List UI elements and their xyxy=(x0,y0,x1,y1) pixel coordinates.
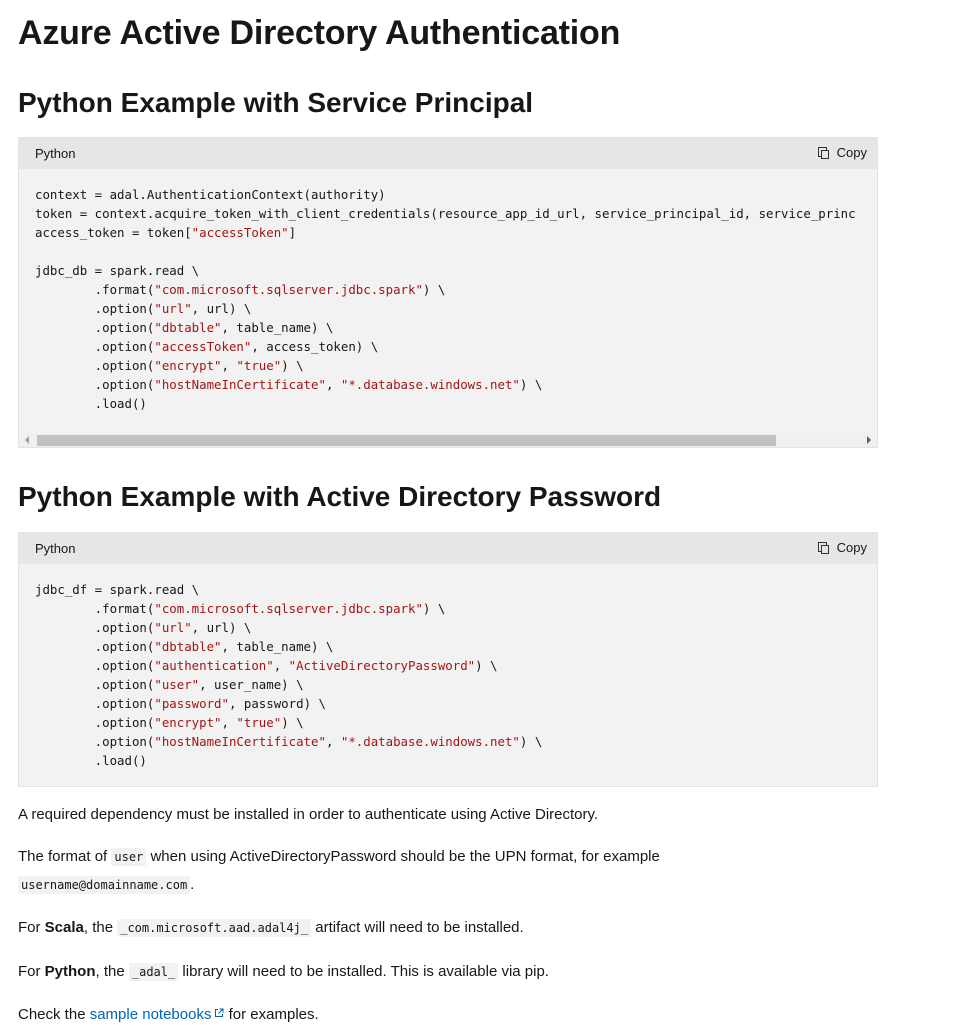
code-content xyxy=(19,169,877,413)
scroll-left-arrow-icon[interactable] xyxy=(25,436,29,444)
code-line xyxy=(35,696,326,711)
code-token: .option( xyxy=(35,677,155,692)
code-line xyxy=(35,377,542,392)
code-line xyxy=(35,658,498,673)
code-token: , table_name) \ xyxy=(221,320,334,335)
code-token: ) \ xyxy=(281,715,304,730)
code-string-token: "hostNameInCertificate" xyxy=(154,734,326,749)
text: The format of xyxy=(18,848,112,865)
code-line xyxy=(35,582,199,597)
code-token: , xyxy=(221,358,237,373)
text: when using ActiveDirectoryPassword should be the UPN format, for example xyxy=(146,848,660,865)
code-block-service-principal xyxy=(18,137,878,448)
external-link-icon xyxy=(214,1008,224,1018)
scroll-right-arrow-icon[interactable] xyxy=(867,436,871,444)
code-line xyxy=(35,339,378,354)
code-token: , url) \ xyxy=(191,620,252,635)
text: . xyxy=(190,876,195,893)
code-token: , xyxy=(273,658,289,673)
code-block-ad-password xyxy=(18,532,878,787)
code-line xyxy=(35,282,445,297)
code-token: .option( xyxy=(35,320,155,335)
code-line xyxy=(35,320,333,335)
code-token: ) \ xyxy=(422,601,446,616)
code-token: access_token = token[ xyxy=(35,225,192,240)
code-token: , access_token) \ xyxy=(251,339,379,354)
paragraph-python xyxy=(18,958,878,986)
code-line xyxy=(35,677,304,692)
code-token: .option( xyxy=(35,696,155,711)
copy-button[interactable] xyxy=(817,540,867,555)
code-token: .option( xyxy=(35,358,155,373)
code-token: ) \ xyxy=(281,358,304,373)
code-string-token: "authentication" xyxy=(154,658,274,673)
code-token: ) \ xyxy=(475,658,498,673)
page-title: Azure Active Directory Authentication xyxy=(18,14,621,52)
code-token: , xyxy=(221,715,237,730)
code-language-label: Python xyxy=(35,146,76,161)
code-string-token: "true" xyxy=(236,358,282,373)
paragraph-dependency: A required dependency must be installed in order to authenticate using Active Directory. xyxy=(18,806,599,823)
text: For xyxy=(18,919,45,936)
bold-python: Python xyxy=(44,963,96,980)
code-string-token: "user" xyxy=(154,677,200,692)
code-token: , password) \ xyxy=(228,696,326,711)
code-token: .option( xyxy=(35,620,155,635)
text: , the xyxy=(83,919,118,936)
inline-code-user: user xyxy=(111,848,146,866)
paragraph-scala xyxy=(18,914,878,942)
code-string-token: "accessToken" xyxy=(154,339,252,354)
code-line xyxy=(35,358,304,373)
code-token: ] xyxy=(288,225,297,240)
paragraph-sample-notebooks xyxy=(18,1001,878,1029)
horizontal-scrollbar[interactable] xyxy=(19,433,877,447)
code-line xyxy=(35,263,199,278)
inline-code-upn-example: username@domainname.com xyxy=(18,876,190,894)
text: for examples. xyxy=(224,1006,319,1023)
code-token: , table_name) \ xyxy=(221,639,334,654)
code-token: ) \ xyxy=(519,734,543,749)
code-string-token: "*.database.windows.net" xyxy=(340,734,520,749)
code-token: jdbc_db = spark.read \ xyxy=(35,263,200,278)
code-line xyxy=(35,734,542,749)
code-language-label: Python xyxy=(35,541,76,556)
bold-scala: Scala xyxy=(44,919,84,936)
code-line xyxy=(35,206,856,221)
link-text[interactable]: sample notebooks xyxy=(89,1006,212,1023)
code-token: .option( xyxy=(35,301,155,316)
copy-label: Copy xyxy=(836,540,867,555)
copy-icon xyxy=(817,146,831,160)
copy-icon xyxy=(817,541,831,555)
code-string-token: "true" xyxy=(236,715,282,730)
text: Check the xyxy=(18,1006,90,1023)
code-token: ) \ xyxy=(422,282,446,297)
code-token: .option( xyxy=(35,339,155,354)
code-line xyxy=(35,601,445,616)
copy-button[interactable] xyxy=(817,145,867,160)
code-line xyxy=(35,301,251,316)
paragraph-upn-format xyxy=(18,843,878,899)
code-token: , url) \ xyxy=(191,301,252,316)
code-line xyxy=(35,715,304,730)
text: library will need to be installed. This is available via pip. xyxy=(178,963,549,980)
code-token: , user_name) \ xyxy=(199,677,304,692)
section-heading-service-principal: Python Example with Service Principal xyxy=(18,87,534,118)
code-string-token: "com.microsoft.sqlserver.jdbc.spark" xyxy=(154,601,423,616)
code-line xyxy=(35,225,296,240)
code-content xyxy=(19,564,877,770)
code-string-token: "com.microsoft.sqlserver.jdbc.spark" xyxy=(154,282,423,297)
code-token: .load() xyxy=(35,396,147,411)
code-token: .load() xyxy=(35,753,147,768)
code-token: .option( xyxy=(35,734,155,749)
code-string-token: "accessToken" xyxy=(191,225,289,240)
code-string-token: "ActiveDirectoryPassword" xyxy=(288,658,476,673)
code-token: .format( xyxy=(35,601,155,616)
code-header xyxy=(19,138,877,169)
code-string-token: "*.database.windows.net" xyxy=(340,377,520,392)
scrollbar-thumb[interactable] xyxy=(37,435,776,446)
code-token: .option( xyxy=(35,658,155,673)
text: , the xyxy=(95,963,129,980)
code-token: context = adal.AuthenticationContext(authority) xyxy=(35,187,386,202)
code-line xyxy=(35,396,147,411)
section-heading-ad-password: Python Example with Active Directory Password xyxy=(18,481,662,512)
code-token: token = context.acquire_token_with_client_credentials(resource_app_id_url, service_principal_id, service_princ xyxy=(35,206,856,221)
code-line xyxy=(35,187,386,202)
inline-code-adal: _adal_ xyxy=(129,963,178,981)
code-line xyxy=(35,620,251,635)
code-token: .option( xyxy=(35,715,155,730)
code-string-token: "url" xyxy=(154,620,192,635)
text: For xyxy=(18,963,45,980)
sample-notebooks-link[interactable] xyxy=(90,1006,225,1023)
inline-code-adal4j: _com.microsoft.aad.adal4j_ xyxy=(117,919,311,937)
code-token: .option( xyxy=(35,639,155,654)
code-token: jdbc_df = spark.read \ xyxy=(35,582,200,597)
code-token: , xyxy=(325,377,341,392)
copy-label: Copy xyxy=(836,145,867,160)
code-string-token: "dbtable" xyxy=(154,320,222,335)
code-token: , xyxy=(325,734,341,749)
text: artifact will need to be installed. xyxy=(311,919,524,936)
code-line xyxy=(35,639,333,654)
code-string-token: "hostNameInCertificate" xyxy=(154,377,326,392)
code-string-token: "encrypt" xyxy=(154,715,222,730)
code-header xyxy=(19,533,877,564)
code-string-token: "password" xyxy=(154,696,229,711)
code-string-token: "dbtable" xyxy=(154,639,222,654)
code-token: .format( xyxy=(35,282,155,297)
code-token: ) \ xyxy=(519,377,543,392)
code-string-token: "url" xyxy=(154,301,192,316)
code-string-token: "encrypt" xyxy=(154,358,222,373)
code-token: .option( xyxy=(35,377,155,392)
code-line xyxy=(35,753,147,768)
